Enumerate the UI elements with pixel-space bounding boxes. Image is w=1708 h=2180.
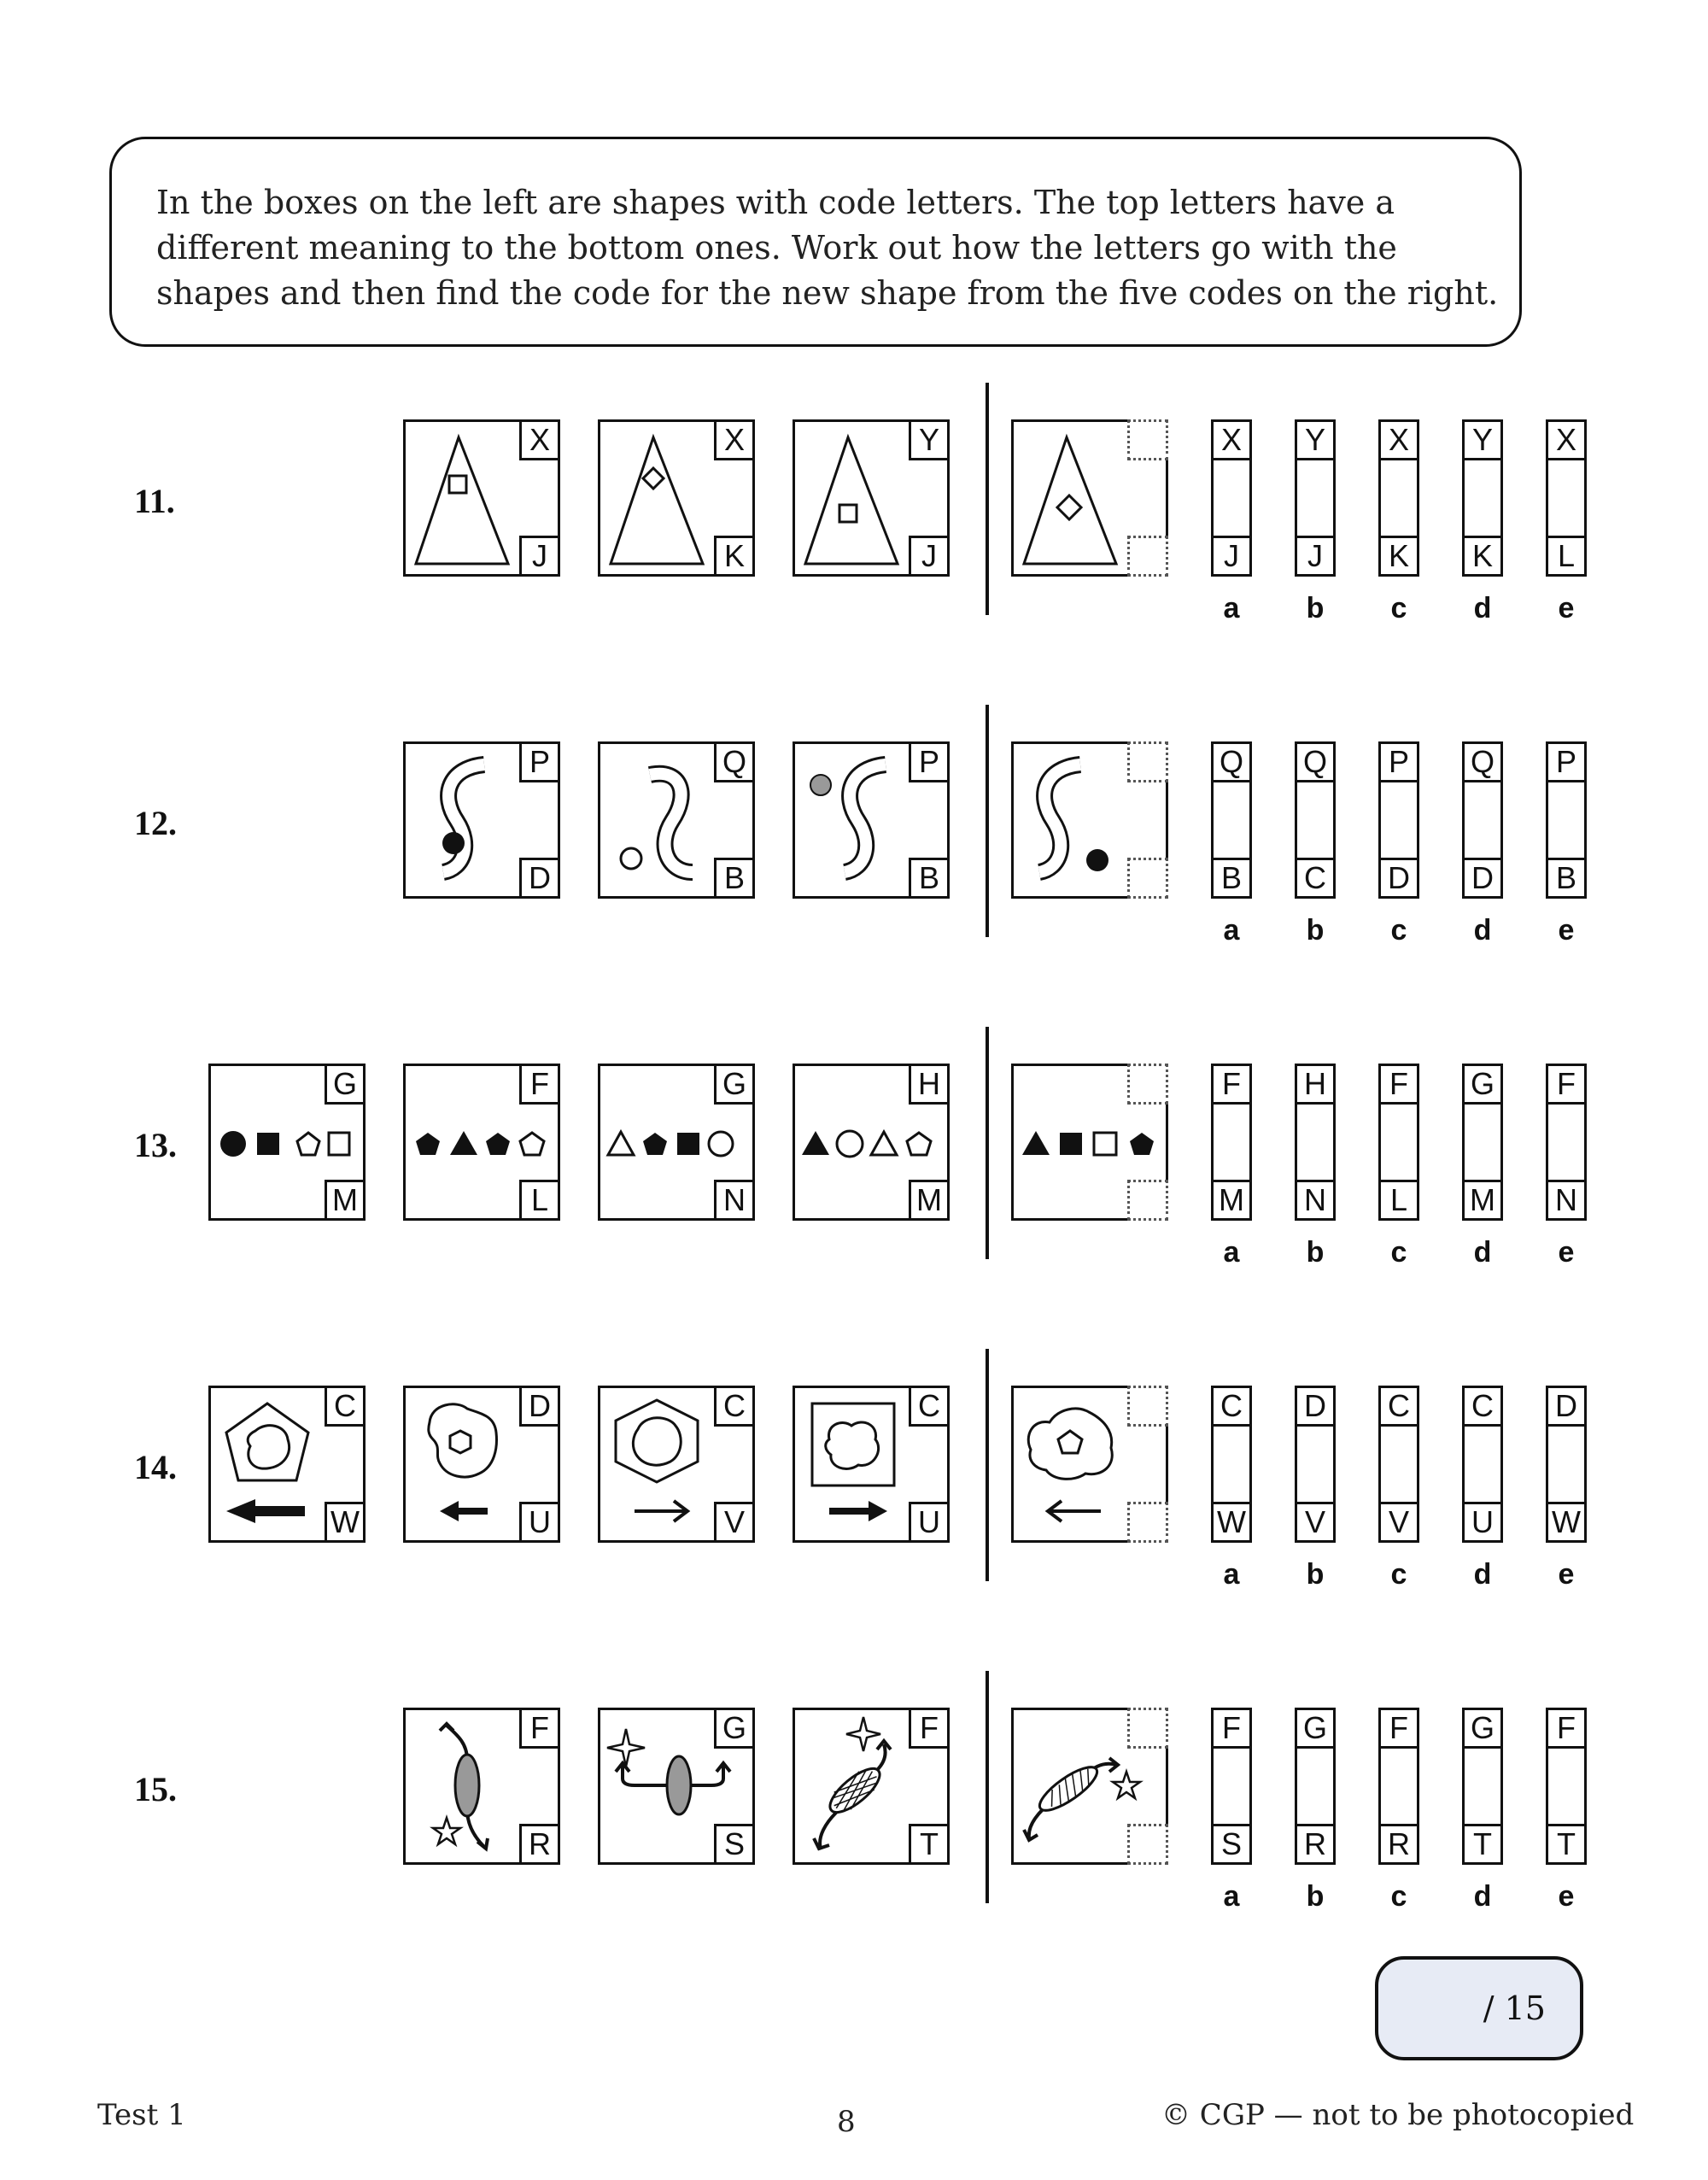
target-shape-box — [1011, 741, 1168, 899]
option-bottom-letter: M — [1462, 1180, 1503, 1221]
option-bottom-letter: V — [1378, 1502, 1419, 1543]
bottom-code-letter: U — [909, 1502, 950, 1543]
top-code-letter: F — [519, 1708, 560, 1749]
option-bottom-letter: W — [1546, 1502, 1587, 1543]
answer-option-b[interactable] — [1295, 1386, 1336, 1543]
answer-option-e[interactable] — [1546, 741, 1587, 899]
question-divider — [986, 1349, 989, 1581]
option-top-letter: F — [1211, 1708, 1252, 1749]
option-top-letter: P — [1378, 741, 1419, 782]
option-label: c — [1390, 914, 1407, 946]
top-code-letter: G — [325, 1064, 366, 1105]
blank-top-code — [1127, 1064, 1168, 1105]
score-box: / 15 — [1375, 1956, 1583, 2060]
top-code-letter: Y — [909, 419, 950, 460]
option-label: c — [1390, 1880, 1407, 1913]
answer-option-c[interactable] — [1378, 741, 1419, 899]
example-box — [793, 1064, 950, 1221]
answer-option-c[interactable] — [1378, 1708, 1419, 1865]
answer-option-d[interactable] — [1462, 419, 1503, 577]
target-shape-box — [1011, 1386, 1168, 1543]
top-code-letter: X — [519, 419, 560, 460]
option-top-letter: Y — [1462, 419, 1503, 460]
answer-option-a[interactable] — [1211, 1064, 1252, 1221]
option-bottom-letter: T — [1546, 1824, 1587, 1865]
bottom-code-letter: B — [714, 858, 755, 899]
option-top-letter: G — [1462, 1064, 1503, 1105]
answer-option-b[interactable] — [1295, 1708, 1336, 1865]
option-label: b — [1306, 914, 1325, 946]
example-box — [793, 1386, 950, 1543]
answer-option-d[interactable] — [1462, 1386, 1503, 1543]
footer-test-label: Test 1 — [97, 2098, 186, 2132]
answer-option-e[interactable] — [1546, 1064, 1587, 1221]
example-box — [208, 1386, 366, 1543]
option-bottom-letter: C — [1295, 858, 1336, 899]
option-top-letter: X — [1546, 419, 1587, 460]
bottom-code-letter: M — [909, 1180, 950, 1221]
option-label: a — [1223, 1558, 1240, 1591]
top-code-letter: G — [714, 1708, 755, 1749]
instructions-box — [109, 137, 1522, 347]
bottom-code-letter: N — [714, 1180, 755, 1221]
answer-option-a[interactable] — [1211, 1386, 1252, 1543]
bottom-code-letter: M — [325, 1180, 366, 1221]
option-bottom-letter: R — [1378, 1824, 1419, 1865]
example-box — [793, 741, 950, 899]
option-top-letter: D — [1546, 1386, 1587, 1427]
question-number: 15. — [134, 1770, 177, 1808]
bottom-code-letter: U — [519, 1502, 560, 1543]
answer-option-b[interactable] — [1295, 741, 1336, 899]
option-top-letter: Q — [1462, 741, 1503, 782]
example-box — [403, 1386, 560, 1543]
bottom-code-letter: V — [714, 1502, 755, 1543]
option-bottom-letter: S — [1211, 1824, 1252, 1865]
option-bottom-letter: N — [1295, 1180, 1336, 1221]
option-label: c — [1390, 1236, 1407, 1269]
top-code-letter: H — [909, 1064, 950, 1105]
answer-option-d[interactable] — [1462, 741, 1503, 899]
bottom-code-letter: S — [714, 1824, 755, 1865]
top-code-letter: G — [714, 1064, 755, 1105]
option-bottom-letter: U — [1462, 1502, 1503, 1543]
question-number: 13. — [134, 1126, 177, 1164]
example-box — [793, 1708, 950, 1865]
answer-option-a[interactable] — [1211, 741, 1252, 899]
top-code-letter: P — [519, 741, 560, 782]
blank-bottom-code — [1127, 1824, 1168, 1865]
answer-option-e[interactable] — [1546, 1386, 1587, 1543]
option-top-letter: F — [1378, 1064, 1419, 1105]
option-top-letter: F — [1546, 1708, 1587, 1749]
copyright-notice: © CGP — not to be photocopied — [1161, 2098, 1635, 2132]
example-box — [403, 741, 560, 899]
example-box — [598, 1386, 755, 1543]
target-shape-box — [1011, 1064, 1168, 1221]
top-code-letter: C — [909, 1386, 950, 1427]
example-box — [793, 419, 950, 577]
instruction-line: In the boxes on the left are shapes with code letters. The top letters have a — [156, 184, 1395, 221]
option-label: e — [1558, 1558, 1575, 1591]
question-number: 14. — [134, 1448, 177, 1486]
answer-option-a[interactable] — [1211, 419, 1252, 577]
option-bottom-letter: L — [1546, 536, 1587, 577]
question-divider — [986, 1027, 989, 1259]
top-code-letter: F — [519, 1064, 560, 1105]
example-box — [598, 1064, 755, 1221]
option-top-letter: Q — [1295, 741, 1336, 782]
answer-option-d[interactable] — [1462, 1064, 1503, 1221]
blank-top-code — [1127, 741, 1168, 782]
option-label: a — [1223, 1880, 1240, 1913]
example-box — [598, 419, 755, 577]
option-bottom-letter: W — [1211, 1502, 1252, 1543]
question-divider — [986, 705, 989, 937]
bottom-code-letter: K — [714, 536, 755, 577]
option-label: b — [1306, 592, 1325, 624]
option-top-letter: X — [1211, 419, 1252, 460]
option-label: b — [1306, 1880, 1325, 1913]
blank-top-code — [1127, 419, 1168, 460]
option-label: d — [1473, 592, 1492, 624]
top-code-letter: X — [714, 419, 755, 460]
top-code-letter: Q — [714, 741, 755, 782]
option-top-letter: C — [1211, 1386, 1252, 1427]
option-bottom-letter: N — [1546, 1180, 1587, 1221]
bottom-code-letter: R — [519, 1824, 560, 1865]
top-code-letter: P — [909, 741, 950, 782]
option-bottom-letter: J — [1295, 536, 1336, 577]
bottom-code-letter: D — [519, 858, 560, 899]
option-bottom-letter: L — [1378, 1180, 1419, 1221]
question-number: 11. — [134, 482, 175, 520]
blank-bottom-code — [1127, 1180, 1168, 1221]
answer-option-e[interactable] — [1546, 1708, 1587, 1865]
bottom-code-letter: J — [519, 536, 560, 577]
option-label: e — [1558, 592, 1575, 624]
bottom-code-letter: W — [325, 1502, 366, 1543]
blank-bottom-code — [1127, 536, 1168, 577]
option-top-letter: H — [1295, 1064, 1336, 1105]
option-bottom-letter: D — [1378, 858, 1419, 899]
option-bottom-letter: B — [1211, 858, 1252, 899]
option-label: e — [1558, 914, 1575, 946]
top-code-letter: D — [519, 1386, 560, 1427]
question-number: 12. — [134, 804, 177, 842]
answer-option-e[interactable] — [1546, 419, 1587, 577]
option-label: c — [1390, 592, 1407, 624]
page-number: 8 — [837, 2105, 856, 2139]
answer-option-c[interactable] — [1378, 419, 1419, 577]
answer-option-c[interactable] — [1378, 1386, 1419, 1543]
answer-option-a[interactable] — [1211, 1708, 1252, 1865]
bottom-code-letter: B — [909, 858, 950, 899]
bottom-code-letter: J — [909, 536, 950, 577]
instruction-line: shapes and then find the code for the new shape from the five codes on the right. — [156, 274, 1499, 312]
example-box — [598, 1708, 755, 1865]
option-label: d — [1473, 1880, 1492, 1913]
question-divider — [986, 1671, 989, 1903]
example-box — [208, 1064, 366, 1221]
example-box — [598, 741, 755, 899]
option-top-letter: C — [1462, 1386, 1503, 1427]
blank-bottom-code — [1127, 858, 1168, 899]
option-bottom-letter: T — [1462, 1824, 1503, 1865]
blank-bottom-code — [1127, 1502, 1168, 1543]
example-box — [403, 1708, 560, 1865]
answer-option-b[interactable] — [1295, 1064, 1336, 1221]
option-label: d — [1473, 1558, 1492, 1591]
instruction-line: different meaning to the bottom ones. Work out how the letters go with the — [156, 229, 1397, 267]
option-top-letter: Y — [1295, 419, 1336, 460]
option-label: a — [1223, 1236, 1240, 1269]
target-shape-box — [1011, 419, 1168, 577]
blank-top-code — [1127, 1708, 1168, 1749]
option-bottom-letter: B — [1546, 858, 1587, 899]
option-top-letter: C — [1378, 1386, 1419, 1427]
option-top-letter: Q — [1211, 741, 1252, 782]
bottom-code-letter: T — [909, 1824, 950, 1865]
option-label: a — [1223, 592, 1240, 624]
option-top-letter: G — [1295, 1708, 1336, 1749]
option-bottom-letter: D — [1462, 858, 1503, 899]
option-label: b — [1306, 1236, 1325, 1269]
option-bottom-letter: J — [1211, 536, 1252, 577]
option-top-letter: D — [1295, 1386, 1336, 1427]
option-top-letter: F — [1378, 1708, 1419, 1749]
option-top-letter: F — [1211, 1064, 1252, 1105]
option-bottom-letter: V — [1295, 1502, 1336, 1543]
example-box — [403, 419, 560, 577]
bottom-code-letter: L — [519, 1180, 560, 1221]
example-box — [403, 1064, 560, 1221]
target-shape-box — [1011, 1708, 1168, 1865]
option-label: c — [1390, 1558, 1407, 1591]
option-bottom-letter: R — [1295, 1824, 1336, 1865]
option-top-letter: F — [1546, 1064, 1587, 1105]
top-code-letter: C — [325, 1386, 366, 1427]
top-code-letter: C — [714, 1386, 755, 1427]
option-label: a — [1223, 914, 1240, 946]
option-bottom-letter: M — [1211, 1180, 1252, 1221]
answer-option-d[interactable] — [1462, 1708, 1503, 1865]
answer-option-c[interactable] — [1378, 1064, 1419, 1221]
option-label: d — [1473, 914, 1492, 946]
option-label: e — [1558, 1880, 1575, 1913]
question-divider — [986, 383, 989, 615]
answer-option-b[interactable] — [1295, 419, 1336, 577]
top-code-letter: F — [909, 1708, 950, 1749]
option-top-letter: P — [1546, 741, 1587, 782]
blank-top-code — [1127, 1386, 1168, 1427]
option-top-letter: X — [1378, 419, 1419, 460]
option-label: d — [1473, 1236, 1492, 1269]
option-label: b — [1306, 1558, 1325, 1591]
option-bottom-letter: K — [1378, 536, 1419, 577]
option-top-letter: G — [1462, 1708, 1503, 1749]
option-label: e — [1558, 1236, 1575, 1269]
option-bottom-letter: K — [1462, 536, 1503, 577]
